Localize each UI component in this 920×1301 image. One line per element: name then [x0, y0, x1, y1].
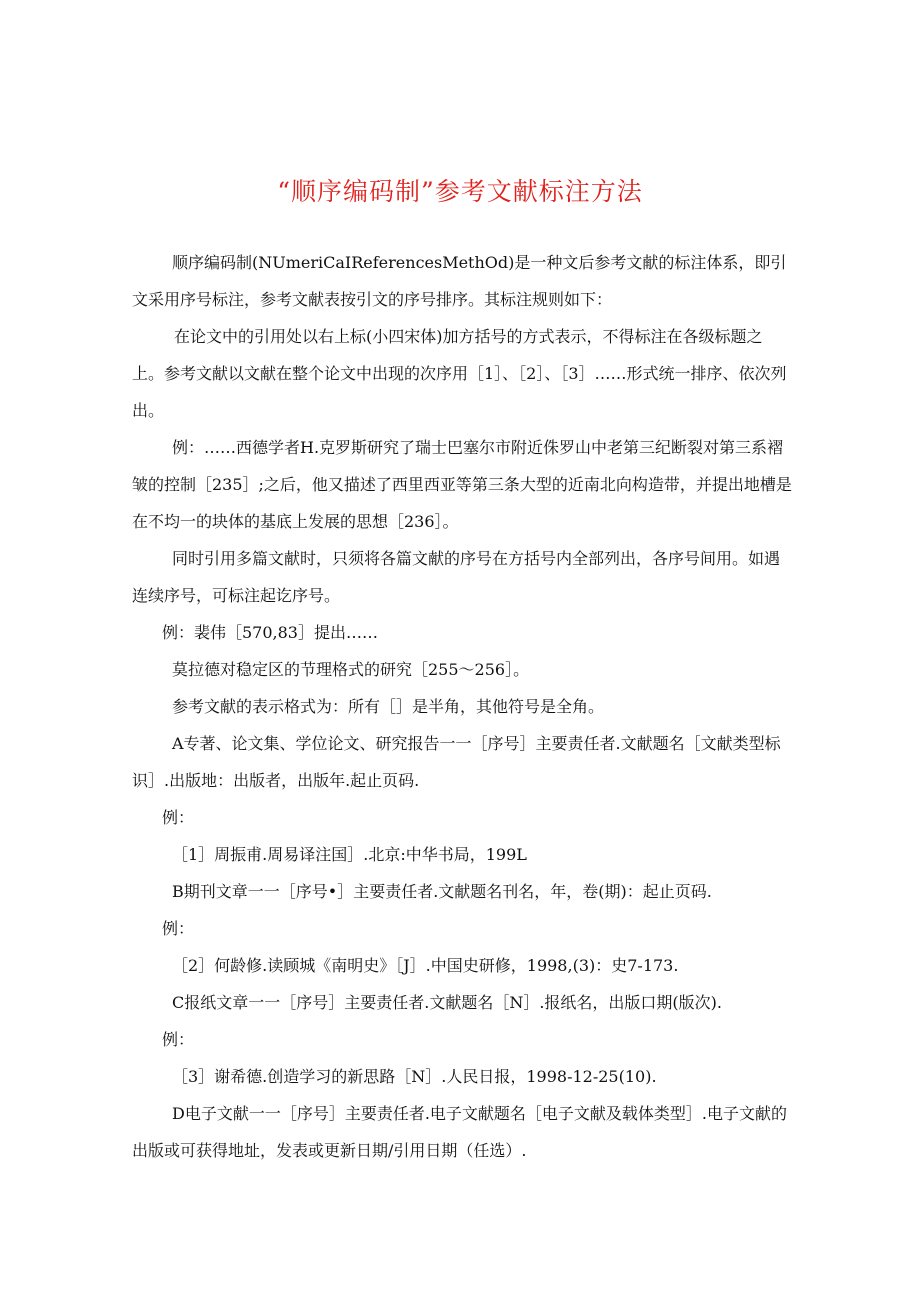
reference-entry-1: ［1］周振甫.周易译注国］.北京:中华书局，199L — [172, 845, 527, 864]
paragraph-example-label-b: 例： — [162, 919, 195, 938]
reference-entry-3: ［3］谢希德.创造学习的新思路［N］.人民日报，1998-12-25(10). — [172, 1067, 657, 1086]
paragraph-example-label-a: 例： — [162, 808, 195, 827]
paragraph-rule: 在论文中的引用处以右上标(小四宋体)加方括号的方式表示，不得标注在各级标题之上。参考文献以文献在整个论文中出现的次序用［1］、［2］、［3］……形式统一排序、依次列出。 — [132, 327, 787, 420]
paragraph-type-a: A专著、论文集、学位论文、研究报告一一［序号］主要责任者.文献题名［文献类型标识］.出版地：出版者，出版年.起止页码. — [132, 734, 781, 790]
document-title: “顺序编码制”参考文献标注方法 — [277, 177, 643, 206]
paragraph-example-label-c: 例： — [162, 1030, 195, 1049]
paragraph-multi-cite: 同时引用多篇文献时，只须将各篇文献的序号在方括号内全部列出，各序号间用。如遇连续序号，可标注起讫序号。 — [132, 549, 781, 605]
paragraph-example-3: 莫拉德对稳定区的节理格式的研究［255～256］。 — [172, 660, 530, 679]
paragraph-type-c: C报纸文章一一［序号］主要责任者.文献题名［N］.报纸名，出版口期(版次). — [172, 993, 722, 1012]
paragraph-example-2: 例：裴伟［570,83］提出…… — [162, 623, 378, 642]
paragraph-format-note: 参考文献的表示格式为：所有［］是半角，其他符号是全角。 — [172, 697, 605, 716]
reference-entry-2: ［2］何龄修.读顾城《南明史》［J］.中国史研修，1998,(3)：史7-173. — [172, 956, 679, 975]
document-body — [132, 244, 792, 1169]
paragraph-type-b: B期刊文章一一［序号•］主要责任者.文献题名刊名，年，卷(期)：起止页码. — [172, 882, 712, 901]
paragraph-type-d: D电子文献一一［序号］主要责任者.电子文献题名［电子文献及载体类型］.电子文献的出版或可获得地址，发表或更新日期/引用日期（任选）. — [132, 1104, 788, 1160]
paragraph-intro: 顺序编码制(NUmeriCaIReferencesMethOd)是一种文后参考文献的标注体系，即引文采用序号标注，参考文献表按引文的序号排序。其标注规则如下： — [132, 253, 787, 309]
paragraph-example: 例：……西德学者H.克罗斯研究了瑞士巴塞尔市附近侏罗山中老第三纪断裂对第三系褶皱的控制［235］;之后，他又描述了西里西亚等第三条大型的近南北向构造带，并提出地槽是在不均一的块体的基底上发展的思想［236］。 — [132, 438, 792, 531]
